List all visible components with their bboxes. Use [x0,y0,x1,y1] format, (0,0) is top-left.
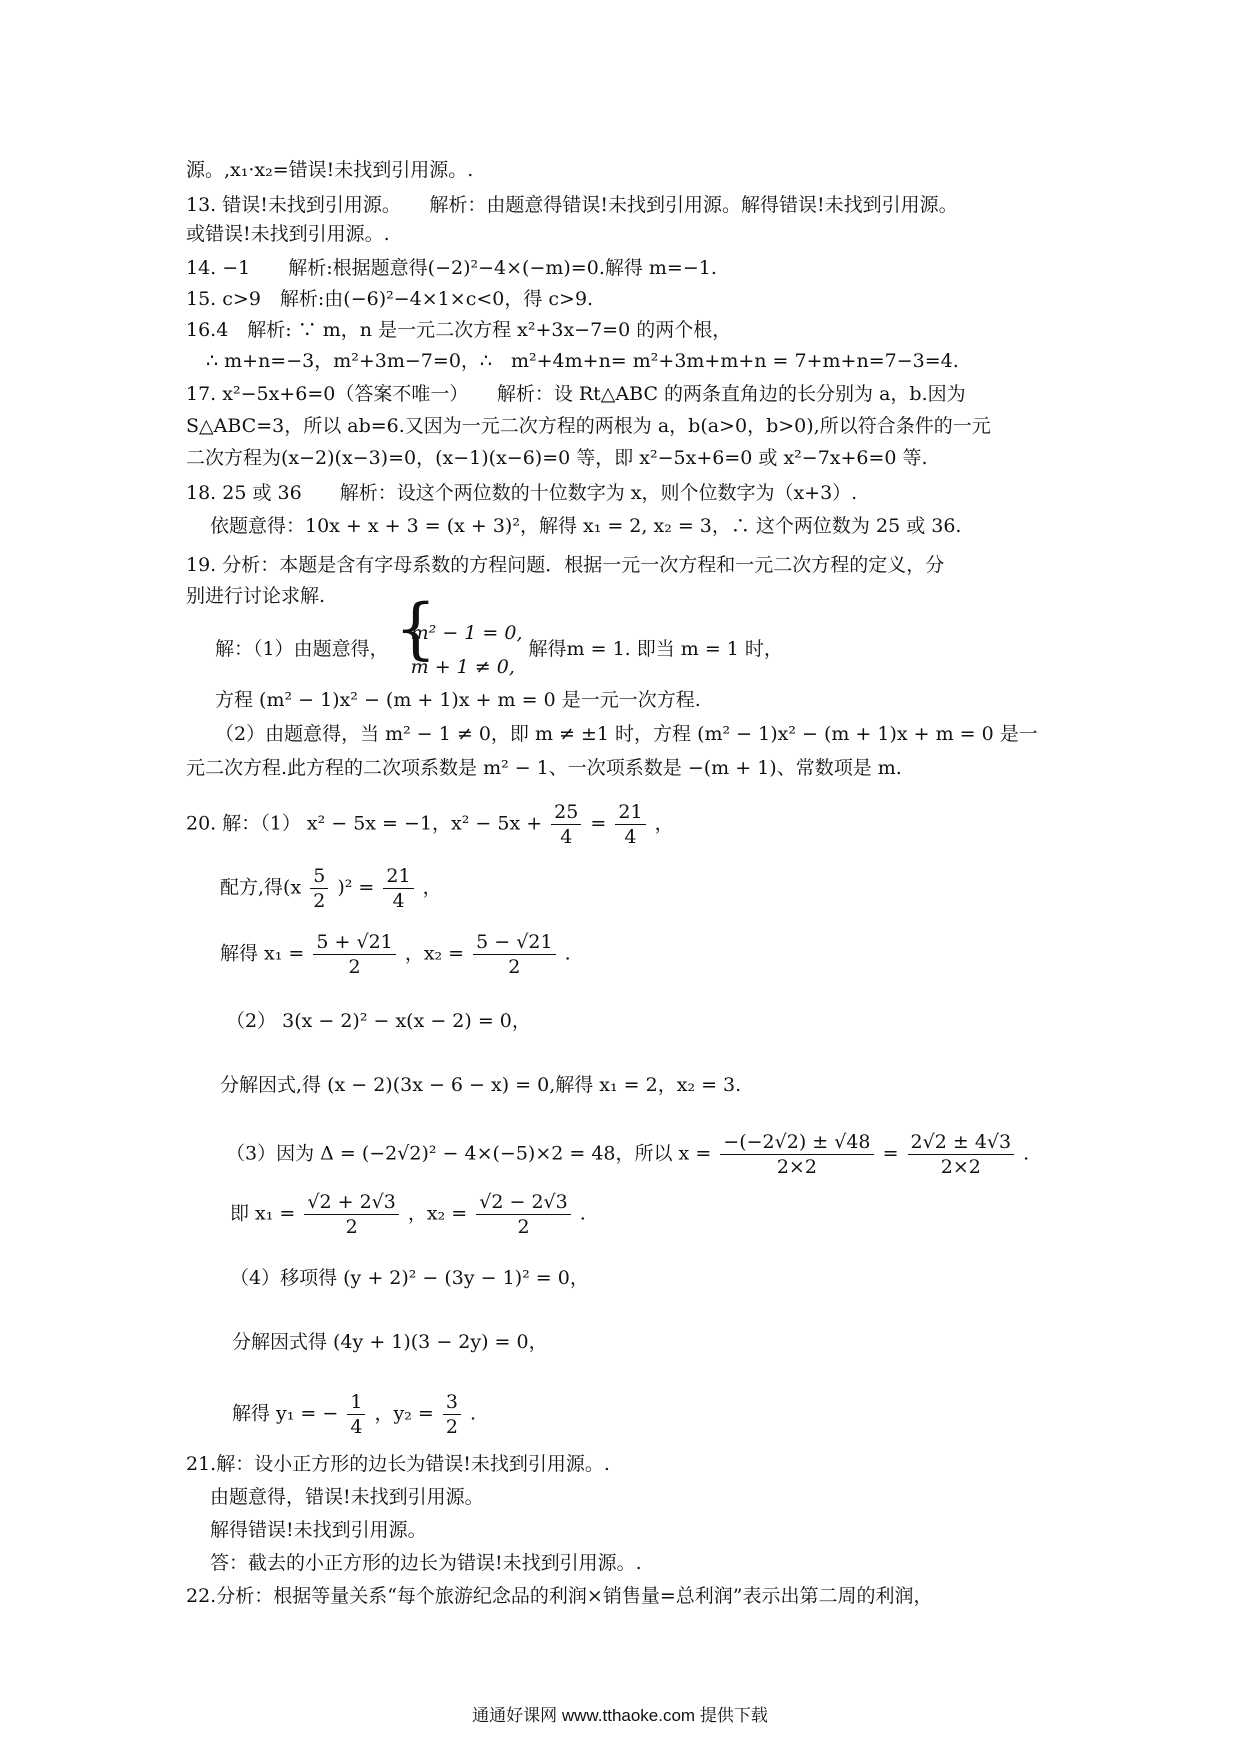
line-20c [220,930,571,979]
fraction [551,800,581,849]
line-20d: （2） 3(x − 2)² − x(x − 2) = 0， [226,1010,531,1032]
left-brace-icon: { [394,590,437,667]
text-segment: ， [422,876,442,899]
line-17b: S△ABC=3，所以 ab=6.又因为一元二次方程的两根为 a，b(a>0，b>0),所以符合条件的一元 [186,415,991,437]
text-segment: ，x₂ = [404,942,465,965]
text-segment: ，x₂ = [407,1202,468,1225]
line-21b: 由题意得，错误!未找到引用源。 [210,1486,484,1508]
line-21d: 答：截去的小正方形的边长为错误!未找到引用源。. [210,1552,642,1574]
text-segment: . [470,1402,477,1425]
numerator: 21 [383,864,413,889]
line-20h: （4）移项得 (y + 2)² − (3y − 1)² = 0， [230,1267,589,1289]
line-20g [230,1190,586,1239]
text-segment: . [1023,1142,1030,1165]
text-segment: 20. 解：（1） x² − 5x = −1，x² − 5x + [186,812,543,835]
line-14: 14. −1 解析:根据题意得(−2)²−4×(−m)=0.解得 m=−1. [186,257,717,279]
fraction [443,1390,461,1439]
line-22: 22.分析：根据等量关系“每个旅游纪念品的利润×销售量=总利润”表示出第二周的利润， [186,1585,933,1607]
denominator: 2 [508,956,521,978]
denominator: 2×2 [940,1156,981,1178]
line-13b: 或错误!未找到引用源。. [186,223,390,245]
fraction [720,1130,873,1179]
text-segment: ， [654,812,674,835]
line-19d: 方程 (m² − 1)x² − (m + 1)x + m = 0 是一元一次方程. [215,689,701,711]
line-20j [232,1390,476,1439]
line-21c: 解得错误!未找到引用源。 [210,1519,427,1541]
fraction [347,1390,365,1439]
denominator: 2 [345,1216,358,1238]
text-segment: . [579,1202,586,1225]
text-segment: 解得m = 1. 即当 m = 1 时， [528,638,783,660]
fraction [383,864,413,913]
denominator: 4 [350,1416,363,1438]
equation-system [394,590,523,684]
line-17a: 17. x²−5x+6=0（答案不唯一） 解析：设 Rt△ABC 的两条直角边的长分别为 a，b.因为 [186,383,966,405]
text-segment: = [590,812,607,835]
text-segment: 解得 y₁ = − [232,1402,339,1425]
fraction [310,864,328,913]
denominator: 2 [445,1416,458,1438]
numerator: −(−2√2) ± √48 [720,1130,873,1155]
text-segment: ，y₂ = [374,1402,434,1425]
line-19a: 19. 分析：本题是含有字母系数的方程问题．根据一元一次方程和一元二次方程的定义，分 [186,554,945,576]
line-20b [220,864,442,913]
numerator: 3 [443,1390,461,1415]
text-segment: 解：（1）由题意得， [215,638,389,660]
fraction [304,1190,398,1239]
numerator: 2√2 ± 4√3 [908,1130,1015,1155]
denominator: 4 [624,826,637,848]
numerator: 1 [347,1390,365,1415]
line-1: 源。,x₁·x₂=错误!未找到引用源。. [186,159,474,181]
system-eq-1: m² − 1 = 0, [410,622,523,644]
line-19e: （2）由题意得，当 m² − 1 ≠ 0，即 m ≠ ±1 时，方程 (m² − 1)x² − (m + 1)x + m = 0 是一 [215,723,1038,745]
numerator: 25 [551,800,581,825]
text-segment: （3）因为 Δ = (−2√2)² − 4×(−5)×2 = 48，所以 x = [226,1142,712,1165]
line-13a: 13. 错误!未找到引用源。 解析：由题意得错误!未找到引用源。解得错误!未找到引用源。 [186,194,958,216]
text-segment: = [882,1142,899,1165]
denominator: 2 [313,890,326,912]
numerator: 21 [615,800,645,825]
line-18b: 依题意得：10x + x + 3 = (x + 3)²，解得 x₁ = 2, x₂ = 3，∴ 这个两位数为 25 或 36. [210,515,962,537]
line-16a: 16.4 解析: ∵ m，n 是一元二次方程 x²+3x−7=0 的两个根， [186,319,732,341]
text-segment: . [564,942,571,965]
denominator: 2 [517,1216,530,1238]
denominator: 2 [348,956,361,978]
numerator: 5 + √21 [313,930,395,955]
page-footer: 通通好课网 www.tthaoke.com 提供下载 [472,1706,768,1725]
text-segment: 即 x₁ = [230,1202,296,1225]
system-eq-2: m + 1 ≠ 0, [410,656,515,678]
line-20a [186,800,674,849]
line-19b: 别进行讨论求解. [186,585,326,607]
line-17c: 二次方程为(x−2)(x−3)=0，(x−1)(x−6)=0 等，即 x²−5x+6=0 或 x²−7x+6=0 等. [186,447,928,469]
numerator: 5 − √21 [473,930,555,955]
text-segment: 配方,得(x [220,876,302,899]
fraction [908,1130,1015,1179]
numerator: 5 [310,864,328,889]
numerator: √2 − 2√3 [476,1190,570,1215]
denominator: 2×2 [776,1156,817,1178]
line-18a: 18. 25 或 36 解析：设这个两位数的十位数字为 x，则个位数字为（x+3）. [186,482,858,504]
fraction [476,1190,570,1239]
line-20i: 分解因式得 (4y + 1)(3 − 2y) = 0， [232,1331,548,1353]
text-segment: 解得 x₁ = [220,942,305,965]
denominator: 4 [392,890,405,912]
line-16b: ∴ m+n=−3，m²+3m−7=0，∴ m²+4m+n= m²+3m+m+n = 7+m+n=7−3=4. [206,350,959,372]
text-segment: )² = [337,876,375,899]
numerator: √2 + 2√3 [304,1190,398,1215]
line-19f: 元二次方程.此方程的二次项系数是 m² − 1、一次项系数是 −(m + 1)、常数项是 m. [186,757,902,779]
fraction [615,800,645,849]
denominator: 4 [560,826,573,848]
line-20f [226,1130,1029,1179]
fraction [473,930,555,979]
line-21a: 21.解：设小正方形的边长为错误!未找到引用源。. [186,1453,610,1475]
line-15: 15. c>9 解析:由(−6)²−4×1×c<0，得 c>9. [186,288,594,310]
fraction [313,930,395,979]
line-20e: 分解因式,得 (x − 2)(3x − 6 − x) = 0,解得 x₁ = 2，x₂ = 3. [220,1074,742,1096]
